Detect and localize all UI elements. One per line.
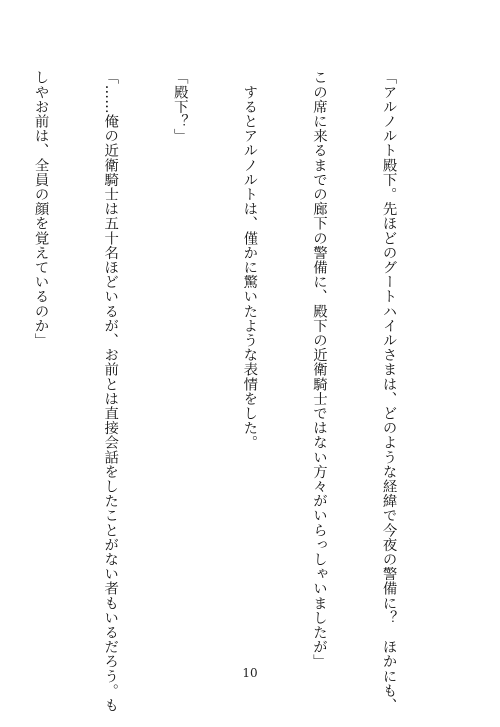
text-line: 「アルノルト殿下。先ほどのグートハイルさまは、どのような経緯で今夜の警備に？ ほかにも、 xyxy=(380,70,397,713)
text-line: しやお前は、全員の顔を覚えているのか」 xyxy=(32,70,49,348)
text-line: 「殿下？」 xyxy=(171,70,188,143)
text-line: 「……俺の近衛騎士は五十名ほどいるが、お前とは直接会話をしたことがない者もいるだろう。も xyxy=(102,70,119,713)
text-line: この席に来るまでの廊下の警備に、殿下の近衛騎士ではない方々がいらっしゃいましたが」 xyxy=(310,70,327,669)
text-line: するとアルノルトは、僅かに驚いたような表情をした。 xyxy=(241,70,258,450)
page-number: 10 xyxy=(242,666,258,680)
